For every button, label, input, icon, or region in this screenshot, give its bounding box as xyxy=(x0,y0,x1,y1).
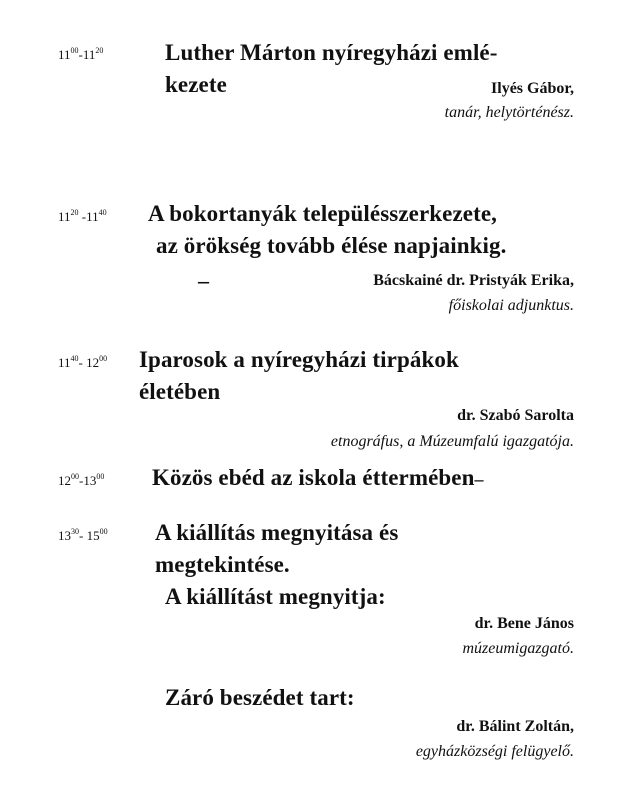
time-range-1: $11^{00}-11^{20}$ xyxy=(58,46,104,62)
session-title-5-line-2: megtekintése. xyxy=(155,552,290,577)
time-range-2: $11^{20}$ $-11^{40}$ xyxy=(58,208,107,224)
speaker-name-2: Bácskainé dr. Pristyák Erika, xyxy=(373,272,574,289)
speaker-role-5: múzeumigazgató. xyxy=(462,640,574,657)
speaker-name-3: dr. Szabó Sarolta xyxy=(457,407,574,424)
session-title-2-line-1: A bokortanyák településszerkezete, xyxy=(148,201,497,226)
session-title-5-line-1: A kiállítás megnyitása és xyxy=(155,520,399,545)
time-range-5: $13^{30}-$ $15^{00}$ xyxy=(58,527,108,543)
speaker-role-1: tanár, helytörténész. xyxy=(444,104,574,121)
session-title-1-line-1: Luther Márton nyíregyházi emlé- xyxy=(165,40,498,65)
speaker-role-3: etnográfus, a Múzeumfalú igazgatója. xyxy=(330,433,574,450)
closing-speaker-role: egyházközségi felügyelő. xyxy=(415,743,574,760)
session-title-5-line-3: A kiállítást megnyitja: xyxy=(165,584,386,609)
session-title-4: Közös ebéd az iskola éttermében– xyxy=(152,465,484,490)
time-range-4: $12^{00}-13^{00}$ xyxy=(58,472,105,488)
closing-speaker-name: dr. Bálint Zoltán, xyxy=(456,718,574,735)
session-title-3-line-1: Iparosok a nyíregyházi tirpákok xyxy=(139,347,459,372)
session-title-1-line-2: kezete xyxy=(165,72,227,97)
time-range-3: $11^{40}-$ $12^{00}$ xyxy=(58,354,108,370)
speaker-name-1: Ilyés Gábor, xyxy=(491,80,574,97)
dash-mark: – xyxy=(198,268,209,293)
speaker-name-5: dr. Bene János xyxy=(474,615,574,632)
dash-mark-inline: – xyxy=(474,469,484,489)
session-title-2-line-2: az örökség tovább élése napjainkig. xyxy=(156,233,507,258)
speaker-role-2: főiskolai adjunktus. xyxy=(448,297,574,314)
session-title-3-line-2: életében xyxy=(139,379,221,404)
closing-title: Záró beszédet tart: xyxy=(165,685,355,710)
